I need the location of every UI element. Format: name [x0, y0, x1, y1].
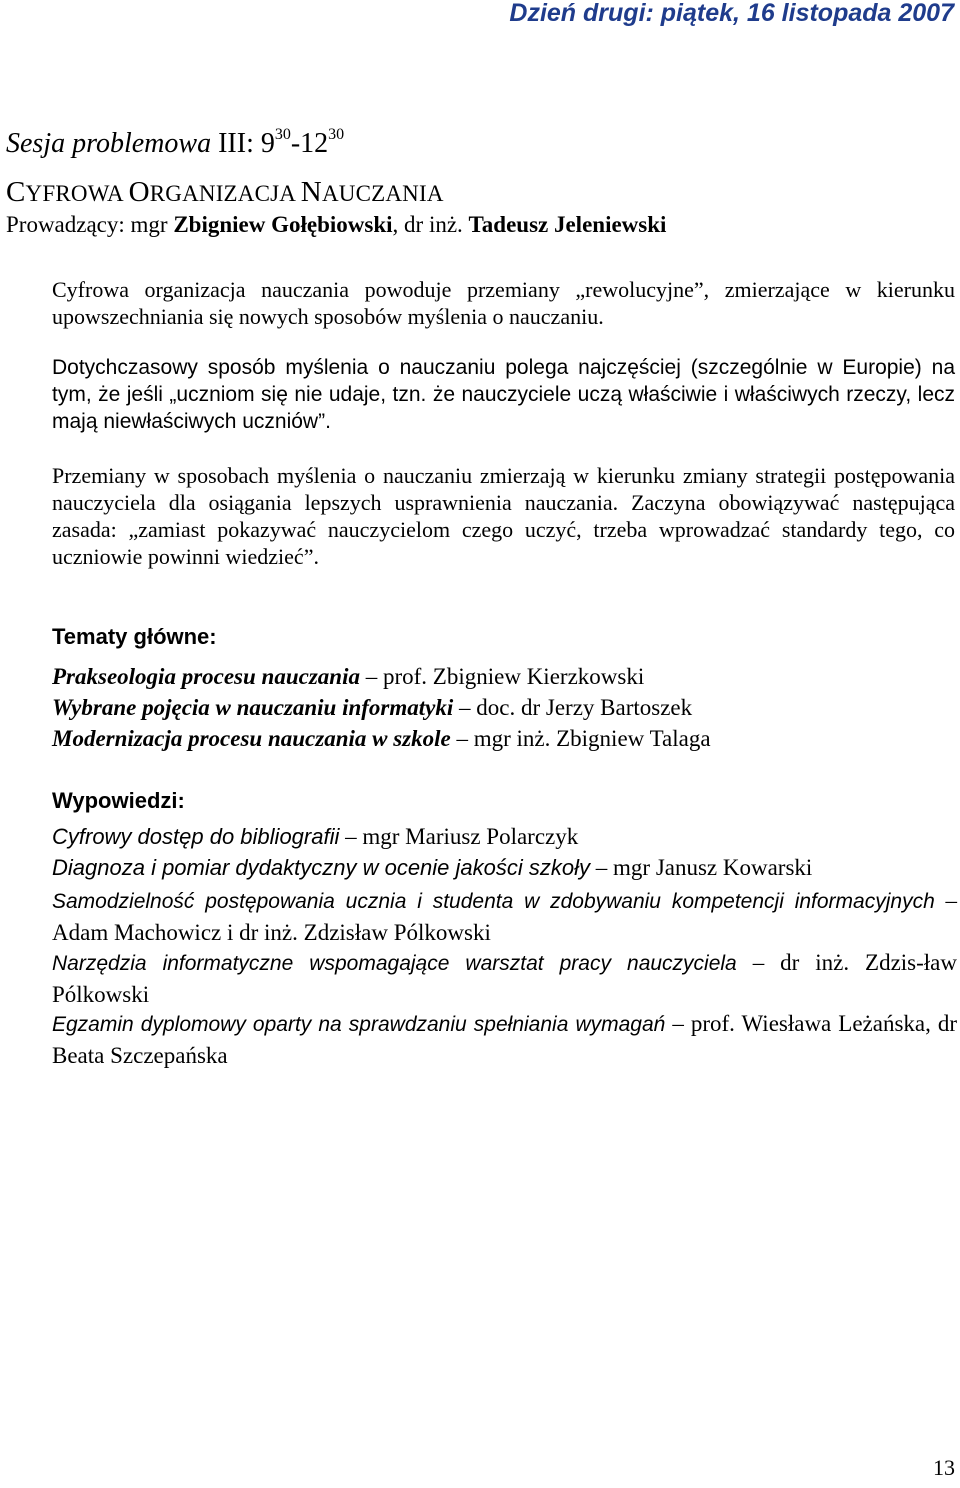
title-letter: C: [6, 176, 26, 208]
session-number: III: [218, 128, 247, 159]
title-letter: O: [128, 176, 150, 208]
page-header-date: Dzień drugi: piątek, 16 listopada 2007: [509, 0, 954, 27]
moderators-prefix: Prowadzący: mgr: [6, 212, 174, 237]
page-number: 13: [933, 1455, 955, 1480]
talk-speaker: mgr Janusz Kowarski: [613, 855, 813, 880]
talk-item: [52, 1008, 957, 1071]
session-title: [6, 176, 444, 209]
topic-separator: –: [450, 726, 474, 751]
session-time-end: 12: [300, 128, 329, 159]
topic-separator: –: [453, 695, 477, 720]
talk-speaker: dr inż. Zdzis-ław Pólkowski: [52, 950, 958, 1007]
main-topics-heading: Tematy główne:: [52, 624, 217, 649]
main-topic-item: [52, 695, 692, 721]
talk-title: Narzędzia informatyczne wspomagające warsztat pracy nauczyciela: [52, 952, 737, 975]
session-time-start-minutes: 30: [274, 125, 291, 143]
talk-item: [52, 947, 957, 1010]
talk-item: [52, 855, 812, 881]
session-time-dash: -: [290, 128, 301, 159]
topic-speaker: mgr inż. Zbigniew Talaga: [473, 726, 711, 751]
talk-speaker: prof. Wiesława Leżańska, dr Beata Szczepańska: [52, 1011, 958, 1068]
title-part: YFROWA: [25, 181, 129, 206]
session-moderators: [6, 212, 666, 238]
intro-paragraph-1: Cyfrowa organizacja nauczania powoduje przemiany „rewolucyjne”, zmierzające w kierunku upowszechniania się nowych sposobów myślenia o nauczaniu.: [52, 277, 955, 329]
title-part: AUCZANIA: [321, 181, 444, 206]
main-topic-item: [52, 664, 644, 690]
talk-title: Egzamin dyplomowy oparty na sprawdzaniu spełniania wymagań: [52, 1013, 666, 1036]
topic-title: Modernizacja procesu nauczania w szkole: [52, 726, 451, 751]
intro-paragraph-3: Przemiany w sposobach myślenia o nauczaniu zmierzają w kierunku zmiany strategii postępowania nauczyciela dla osiągania lepszych usprawnienia nauczania. Zaczyna obowiązywać następująca zasada: „zamiast pokazywać nauczycielom czego uczyć, trzeba wprowadzać standardy tego, co uczniowie powinni wiedzieć”.: [52, 463, 955, 569]
talk-separator: –: [736, 950, 781, 975]
title-letter: N: [300, 176, 322, 208]
intro-paragraph-2: Dotychczasowy sposób myślenia o nauczaniu polega najczęściej (szczególnie w Europie) na tym, że jeśli „uczniom się nie udaje, tzn. że nauczyciele uczą właściwie i właściwych rzeczy, lecz mają niewłaściwych uczniów”.: [52, 356, 955, 433]
session-time-end-minutes: 30: [328, 125, 345, 143]
main-topic-item: [52, 726, 711, 752]
talks-heading: Wypowiedzi:: [52, 788, 185, 813]
session-label: Sesja problemowa: [6, 128, 212, 159]
topic-title: Wybrane pojęcia w nauczaniu informatyki: [52, 695, 454, 720]
talk-item: [52, 885, 957, 948]
moderator-name: Zbigniew Gołębiowski: [173, 212, 393, 237]
talk-title: Samodzielność postępowania ucznia i studenta w zdobywaniu kompetencji informacyjnych: [52, 890, 935, 913]
talk-separator: –: [590, 855, 614, 880]
talk-separator: –: [339, 824, 363, 849]
moderator-name: Tadeusz Jeleniewski: [468, 212, 667, 237]
talk-speaker: mgr Mariusz Polarczyk: [362, 824, 579, 849]
talk-item: [52, 824, 578, 850]
talk-title: Cyfrowy dostęp do bibliografii: [52, 824, 340, 849]
talk-separator: –: [665, 1011, 691, 1036]
topic-speaker: prof. Zbigniew Kierzkowski: [382, 664, 645, 689]
session-heading: Sesja problemowa III: $9^{30}-12^{30}$: [6, 125, 345, 159]
talk-speaker: Adam Machowicz i dr inż. Zdzisław Pólkowski: [52, 920, 491, 945]
talk-title: Diagnoza i pomiar dydaktyczny w ocenie jakości szkoły: [52, 855, 591, 880]
topic-title: Prakseologia procesu nauczania: [52, 664, 360, 689]
topic-speaker: doc. dr Jerzy Bartoszek: [476, 695, 693, 720]
talk-separator: –: [934, 888, 957, 913]
session-time-start: 9: [260, 128, 275, 159]
moderators-separator: , dr inż.: [392, 212, 469, 237]
title-part: RGANIZACJA: [149, 181, 301, 206]
topic-separator: –: [359, 664, 383, 689]
